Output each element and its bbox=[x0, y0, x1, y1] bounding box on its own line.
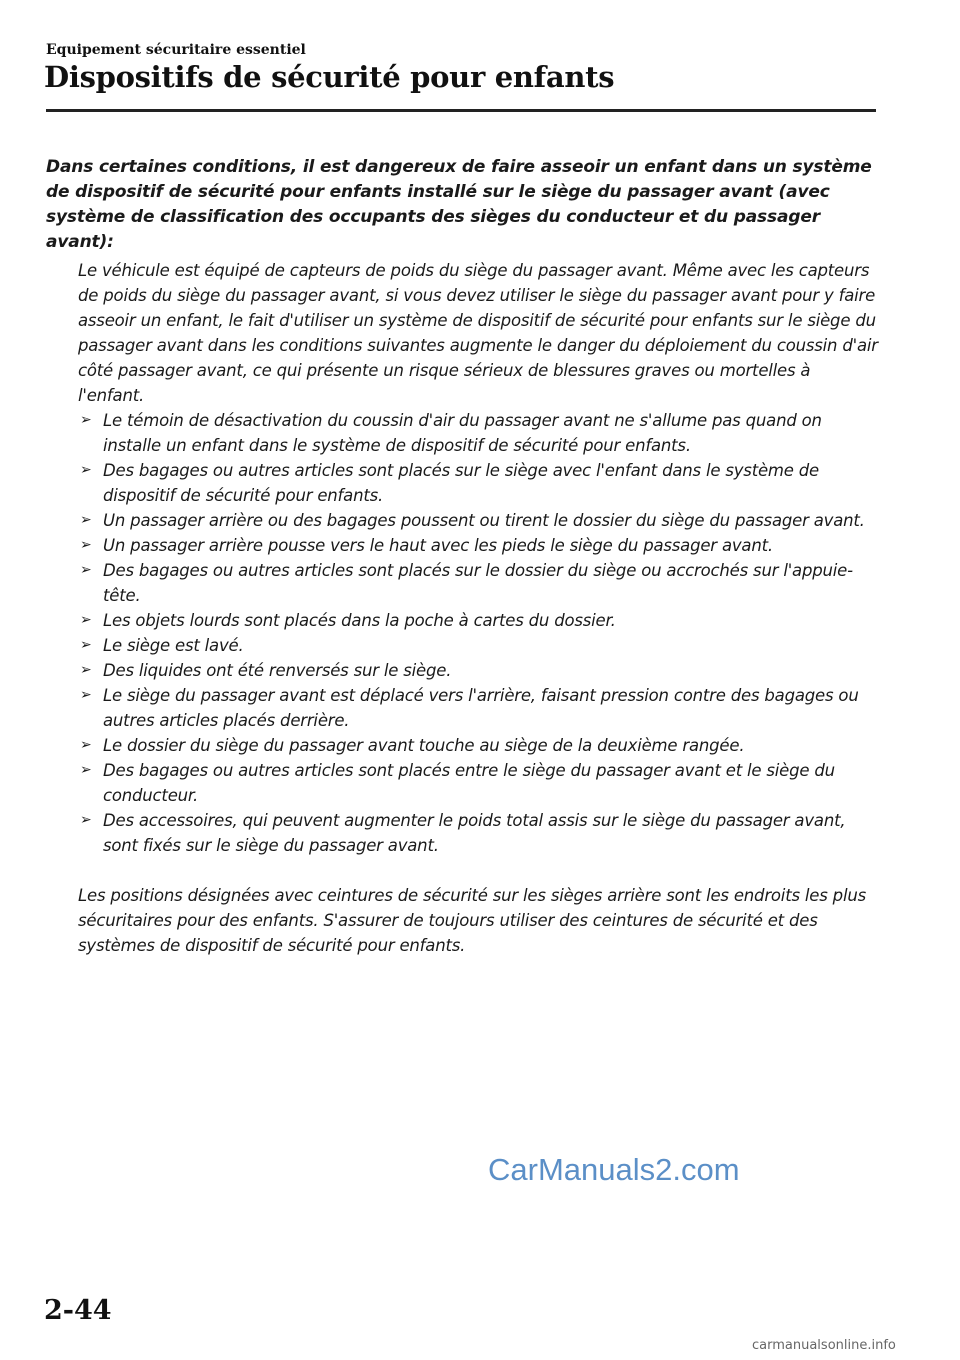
list-item-text: Des liquides ont été renversés sur le siège. bbox=[103, 661, 452, 680]
closing-paragraph: Les positions désignées avec ceintures de sécurité sur les sièges arrière sont les endroits les plus sécuritaires pour des enfants. S'assurer de toujours utiliser des ceintures de sécurité et des systèmes de dispositif de sécurité pour enfants. bbox=[78, 886, 866, 955]
list-item bbox=[78, 733, 878, 758]
list-item bbox=[78, 758, 878, 808]
arrow-bullet-icon: ➢ bbox=[80, 637, 92, 653]
list-item-text: Le témoin de désactivation du coussin d'air du passager avant ne s'allume pas quand on installe un enfant dans le système de dispositif de sécurité pour enfants. bbox=[103, 411, 822, 455]
arrow-bullet-icon: ➢ bbox=[80, 612, 92, 628]
list-item-text: Le dossier du siège du passager avant touche au siège de la deuxième rangée. bbox=[103, 736, 745, 755]
list-item bbox=[78, 508, 878, 533]
list-item bbox=[78, 533, 878, 558]
list-item-text: Les objets lourds sont placés dans la poche à cartes du dossier. bbox=[103, 611, 616, 630]
list-item bbox=[78, 808, 878, 858]
list-item-text: Le siège du passager avant est déplacé vers l'arrière, faisant pression contre des bagages ou autres articles placés derrière. bbox=[103, 686, 859, 730]
arrow-bullet-icon: ➢ bbox=[80, 687, 92, 703]
arrow-bullet-icon: ➢ bbox=[80, 762, 92, 778]
list-item bbox=[78, 633, 878, 658]
warning-intro-paragraph: Le véhicule est équipé de capteurs de poids du siège du passager avant. Même avec les capteurs de poids du siège du passager avant, si vous devez utiliser le siège du passager avant pour y faire asseoir un enfant, le fait d'utiliser un système de dispositif de sécurité pour enfants sur le siège du passager avant dans les conditions suivantes augmente le danger du déploiement du coussin d'air côté passager avant, ce qui présente un risque sérieux de blessures graves ou mortelles à l'enfant. bbox=[78, 261, 878, 405]
arrow-bullet-icon: ➢ bbox=[80, 737, 92, 753]
arrow-bullet-icon: ➢ bbox=[80, 537, 92, 553]
list-item-text: Des bagages ou autres articles sont placés entre le siège du passager avant et le siège du conducteur. bbox=[103, 761, 835, 805]
page-number: 2-44 bbox=[44, 1295, 112, 1326]
list-item-text: Des bagages ou autres articles sont placés sur le siège avec l'enfant dans le système de dispositif de sécurité pour enfants. bbox=[103, 461, 820, 505]
arrow-bullet-icon: ➢ bbox=[80, 662, 92, 678]
arrow-bullet-icon: ➢ bbox=[80, 512, 92, 528]
list-item-text: Le siège est lavé. bbox=[103, 636, 244, 655]
warning-heading: Dans certaines conditions, il est dangereux de faire asseoir un enfant dans un système de dispositif de sécurité pour enfants installé sur le siège du passager avant (avec système de classification des occupants des sièges du conducteur et du passager avant): bbox=[46, 157, 872, 252]
list-item bbox=[78, 658, 878, 683]
arrow-bullet-icon: ➢ bbox=[80, 812, 92, 828]
list-item-text: Un passager arrière ou des bagages poussent ou tirent le dossier du siège du passager avant. bbox=[103, 511, 865, 530]
running-head: Equipement sécuritaire essentiel bbox=[46, 42, 306, 58]
list-item-text: Des accessoires, qui peuvent augmenter le poids total assis sur le siège du passager avant, sont fixés sur le siège du passager avant. bbox=[103, 811, 846, 855]
list-item bbox=[78, 683, 878, 733]
footer-url[interactable]: carmanualsonline.info bbox=[752, 1338, 896, 1353]
watermark: CarManuals2.com bbox=[488, 1152, 740, 1187]
list-item-text: Des bagages ou autres articles sont placés sur le dossier du siège ou accrochés sur l'appuie-tête. bbox=[103, 561, 853, 605]
list-item bbox=[78, 458, 878, 508]
list-item bbox=[78, 558, 878, 608]
list-item bbox=[78, 608, 878, 633]
list-item bbox=[78, 408, 878, 458]
arrow-bullet-icon: ➢ bbox=[80, 462, 92, 478]
arrow-bullet-icon: ➢ bbox=[80, 412, 92, 428]
condition-list bbox=[78, 408, 878, 858]
title-rule bbox=[46, 109, 876, 112]
section-title: Dispositifs de sécurité pour enfants bbox=[44, 60, 615, 94]
list-item-text: Un passager arrière pousse vers le haut avec les pieds le siège du passager avant. bbox=[103, 536, 773, 555]
arrow-bullet-icon: ➢ bbox=[80, 562, 92, 578]
